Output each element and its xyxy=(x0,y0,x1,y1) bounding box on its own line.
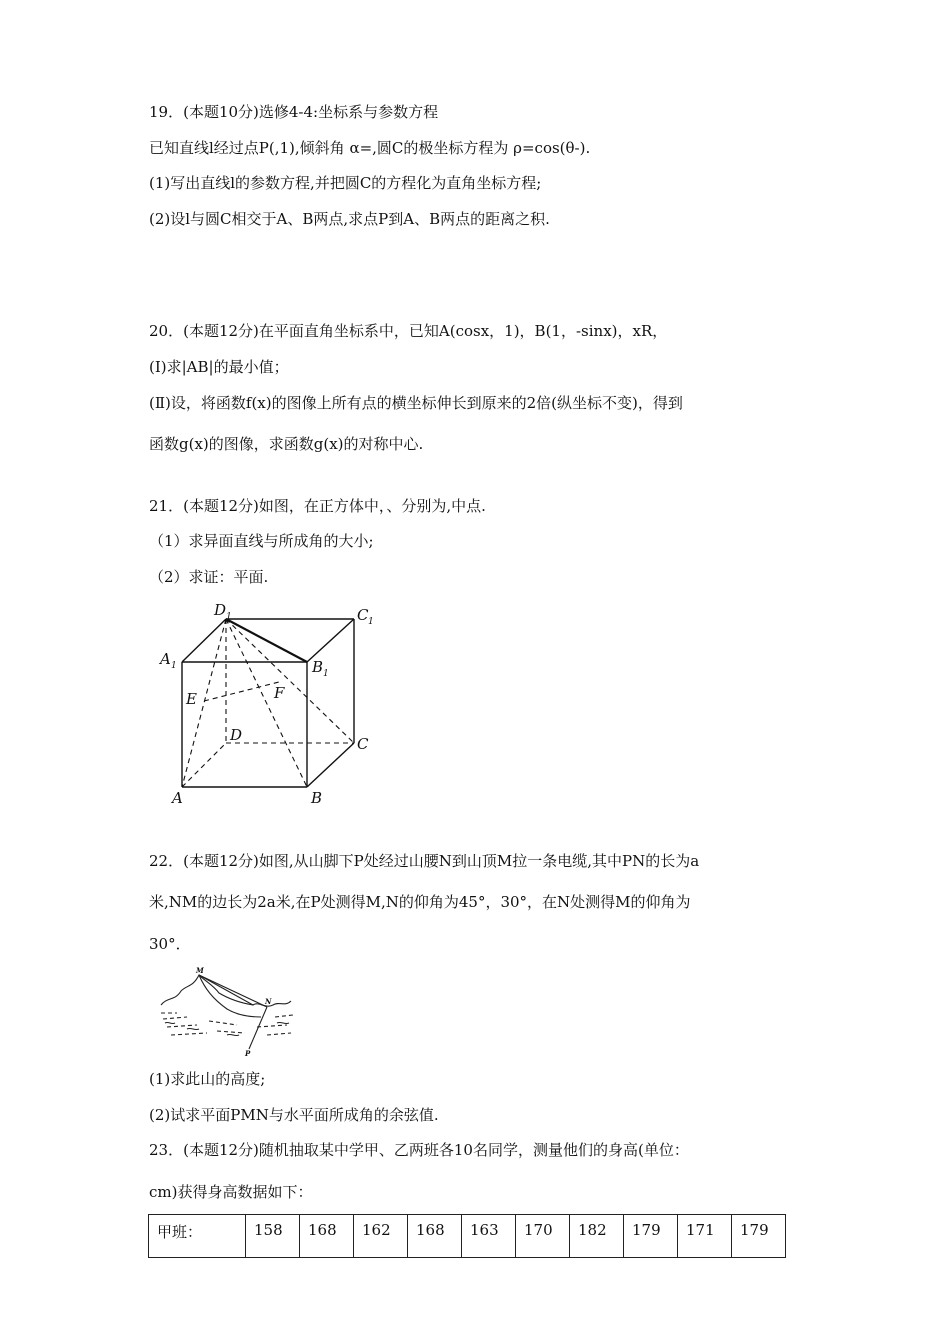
table-row xyxy=(149,1215,786,1258)
label-n: N xyxy=(265,997,272,1006)
q21-part1: （1）求异面直线与所成角的大小; xyxy=(149,532,374,550)
table-cell: 171 xyxy=(678,1215,732,1258)
q19-stem: 已知直线l经过点P(,1),倾斜角 α=,圆C的极坐标方程为 ρ=cos(θ-). xyxy=(149,139,591,157)
table-cell: 158 xyxy=(246,1215,300,1258)
row-label-class-jia: 甲班： xyxy=(149,1215,246,1258)
mountain-figure xyxy=(157,965,297,1057)
q22-line3: 30°． xyxy=(149,935,191,953)
segment-e-f xyxy=(204,682,279,701)
label-a1-sub: 1 xyxy=(171,661,177,671)
edge-b-c xyxy=(307,743,354,787)
table-cell: 168 xyxy=(300,1215,354,1258)
edge-a-d xyxy=(182,743,226,787)
ground-texture xyxy=(165,1022,289,1035)
q23-title: 23．(本题12分)随机抽取某中学甲、乙两班各10名同学，测量他们的身高(单位： xyxy=(149,1141,689,1159)
segment-d1-b1 xyxy=(226,619,307,662)
q22-line2: 米,NM的边长为2a米,在P处测得M,N的仰角为45°，30°，在N处测得M的仰角为 xyxy=(149,893,691,911)
label-d: D xyxy=(230,726,243,744)
q19-part2: (2)设l与圆C相交于A、B两点,求点P到A、B两点的距离之积. xyxy=(149,210,550,228)
q23-line2: cm)获得身高数据如下： xyxy=(149,1183,313,1201)
table-cell: 163 xyxy=(462,1215,516,1258)
height-table xyxy=(148,1214,786,1258)
label-a: A xyxy=(172,789,183,807)
label-e: E xyxy=(186,690,197,708)
table-cell: 168 xyxy=(408,1215,462,1258)
label-p: P xyxy=(245,1049,251,1057)
cable-n-p xyxy=(249,1007,267,1049)
label-b1: B xyxy=(312,658,324,676)
label-c1: C xyxy=(357,606,369,624)
table-cell: 179 xyxy=(732,1215,786,1258)
edge-d1-a1 xyxy=(182,619,226,662)
cube-figure xyxy=(150,600,390,810)
label-d1-sub: 1 xyxy=(226,612,232,622)
cable-m-n xyxy=(199,975,267,1007)
table-cell: 179 xyxy=(624,1215,678,1258)
table-cell: 162 xyxy=(354,1215,408,1258)
label-c: C xyxy=(357,735,369,753)
segment-d1-c xyxy=(226,619,354,743)
q21-title: 21．(本题12分)如图，在正方体中，、分别为,中点. xyxy=(149,497,486,515)
label-b: B xyxy=(311,789,323,807)
edge-b1-c1 xyxy=(307,619,354,662)
table-cell: 182 xyxy=(570,1215,624,1258)
q22-part1: (1)求此山的高度; xyxy=(149,1070,266,1088)
q21-part2: （2）求证：平面. xyxy=(149,568,269,586)
label-d1: D xyxy=(214,601,227,619)
q19-title: 19．(本题10分)选修4-4:坐标系与参数方程 xyxy=(149,103,439,121)
q20-part2-line1: (Ⅱ)设，将函数f(x)的图像上所有点的横坐标伸长到原来的2倍(纵坐标不变)，得到 xyxy=(149,394,683,412)
q20-part2-line2: 函数g(x)的图像，求函数g(x)的对称中心. xyxy=(149,435,424,453)
segment-d1-b xyxy=(226,619,307,787)
q22-title: 22．(本题12分)如图,从山脚下P处经过山腰N到山顶M拉一条电缆,其中PN的长为a xyxy=(149,852,700,870)
label-m: M xyxy=(196,966,204,975)
q19-part1: (1)写出直线l的参数方程,并把圆C的方程化为直角坐标方程; xyxy=(149,174,542,192)
label-b1-sub: 1 xyxy=(323,669,329,679)
q20-title: 20．(本题12分)在平面直角坐标系中，已知A(cosx，1)，B(1，-sinx)，xR， xyxy=(149,322,668,340)
ground-hatching xyxy=(161,1013,293,1035)
label-a1: A xyxy=(160,650,171,668)
table-cell: 170 xyxy=(516,1215,570,1258)
label-f: F xyxy=(274,684,285,702)
mountain-ridge xyxy=(199,975,261,1017)
label-c1-sub: 1 xyxy=(368,617,374,627)
q22-part2: (2)试求平面PMN与水平面所成角的余弦值. xyxy=(149,1106,439,1124)
q20-part1: (I)求|AB|的最小值； xyxy=(149,358,289,376)
